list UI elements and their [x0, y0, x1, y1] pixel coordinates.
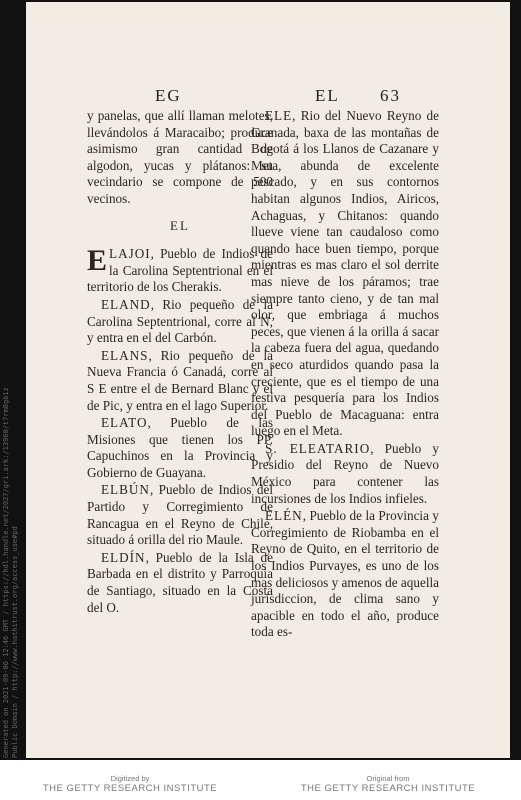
footer-digitized-label: Digitized by: [110, 774, 150, 783]
entry-head: LAJOI: [109, 246, 151, 262]
footer-digitized-institution: THE GETTY RESEARCH INSTITUTE: [42, 783, 218, 794]
entry-head: ELE: [265, 108, 293, 123]
entry-text: , Rio pequeño de la Nueva Francia ó Canadá, corre al S E entre el de Bernard Blanc y el de Pic, y entra en el lago Superior.: [87, 347, 273, 413]
entry-head: ELATO: [101, 415, 148, 431]
page-number: 63: [380, 86, 401, 105]
entry-text: , Pueblo y Presidio del Reyno de Nuevo México para contener las incursiones de los Indios infieles.: [251, 440, 439, 506]
entry-ele: [251, 108, 439, 440]
footer-digitized-by: [30, 774, 230, 794]
drop-cap: E: [87, 244, 108, 278]
entry-elato: [87, 415, 273, 481]
footer-original-institution: THE GETTY RESEARCH INSTITUTE: [300, 783, 476, 794]
entry-text: , Pueblo de la Provincia y Corregimiento de Riobamba en el Reyno de Quito, en el territorio de los Indios Purvayes, es uno de los mas deliciosos y amenos de aquella jurisdiccion, de clima sano y apacible en todo el año, produce toda es-: [251, 508, 439, 640]
entry-elen: [251, 508, 439, 641]
entry-eland: [87, 297, 273, 347]
stamp-line-generated: Generated on 2021-09-06 12:46 GMT / https://hdl.handle.net/2027/gri.ark:/13960/t7rm8gb1z: [2, 387, 10, 758]
entry-text: , Pueblo de la Isla de Barbada en el distrito y Parroquia de Santiago, situado en la Costa del O.: [87, 549, 273, 615]
entry-text: , Pueblo de Indios de la Carolina Septentrional en el territorio de los Cherakis.: [87, 246, 273, 295]
entry-eldin: [87, 550, 273, 616]
running-head-center: EL: [315, 86, 340, 105]
left-column: [87, 108, 273, 617]
entry-text: , Rio del Nuevo Reyno de Granada, baxa de las montañas de Bogotá á los Llanos de Cazanare y Meta, abunda de excelente pescado, y en sus contornos habitan algunos Indios, Airicos, Achaguas, y Chitanos: quando llueve viene tan caudaloso como quando hace buen tiempo, porque mientras es mas claro el sol derrite mas nieve de los páramos; trae siempre tanto cieno, y de tan mal olor, que embriaga á muchos peces, que vienen á la orilla á sacar la cabeza fuera del agua, quedando en seco aturdidos quando pasa la creciente, que es el tiempo de una festiva pesquería para los Indios del Pueblo de Macaguana: entra luego en el Meta.: [251, 108, 439, 439]
entry-head: ELANS: [101, 347, 149, 363]
footer-original-label: Original from: [366, 774, 410, 783]
entry-head: ELAND: [101, 296, 151, 312]
entry-head: ELÉN: [265, 508, 303, 524]
entry-elbun: [87, 482, 273, 548]
entry-head: ELDÍN: [101, 549, 146, 565]
entry-elajoi: [87, 246, 273, 296]
entry-s-eleatario: [251, 441, 439, 507]
entry-head: S. ELEATARIO: [265, 440, 371, 456]
entry-text: , Rio pequeño de la Carolina Septentrional, corre al N, y entra en el del Carbón.: [87, 296, 273, 346]
section-heading: EL: [170, 217, 190, 233]
entry-text: , Pueblo de las Misiones que tienen los PP. Capuchinos en la Provincia y Gobierno de Guayana.: [87, 415, 273, 480]
entry-elans: [87, 348, 273, 414]
stamp-line-public-domain: Public Domain / http://www.hathitrust.org/access_use#pd: [11, 526, 19, 758]
running-head-left: EG: [155, 86, 182, 105]
entry-head: ELBÚN: [101, 482, 150, 498]
right-column: [251, 108, 439, 642]
continuation-text: y panelas, que allí llaman melotes, llevándolos á Maracaibo; produce asimismo gran cantidad de algodon, yucas y plátanos: su vecindario se compone de 500 vecinos.: [87, 108, 273, 206]
entry-text: , Pueblo de Indios del Partido y Corregimiento de Rancagua en el Reyno de Chile, situado á orilla del rio Maule.: [87, 482, 273, 548]
footer-original-from: [288, 774, 488, 794]
hathitrust-side-stamp: [2, 387, 20, 758]
